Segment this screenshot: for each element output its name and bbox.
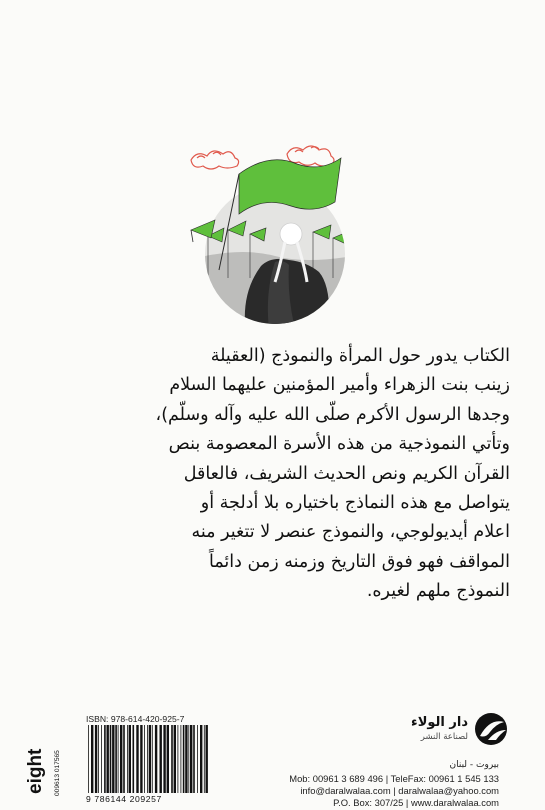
barcode-bar bbox=[200, 725, 202, 793]
barcode-bar bbox=[127, 725, 128, 793]
barcode-bar bbox=[120, 725, 122, 793]
barcode-bar bbox=[197, 725, 198, 793]
isbn-barcode bbox=[86, 725, 211, 793]
barcode-bar bbox=[174, 725, 176, 793]
barcode-bar bbox=[163, 725, 165, 793]
eight-logo bbox=[22, 740, 46, 796]
barcode-bar bbox=[181, 725, 182, 793]
blurb-line: وجدها الرسول الأكرم صلّى الله عليه وآله وسلّم)، bbox=[155, 404, 510, 425]
large-flag bbox=[239, 158, 341, 214]
head-cloth bbox=[280, 223, 302, 245]
barcode-bar bbox=[140, 725, 142, 793]
barcode-bar bbox=[91, 725, 93, 793]
publisher-city: بيروت - لبنان bbox=[449, 760, 499, 770]
barcode-bar bbox=[183, 725, 185, 793]
barcode-bar bbox=[98, 725, 99, 793]
publisher-emails: info@daralwalaa.com | daralwalaa@yahoo.com bbox=[300, 785, 499, 796]
barcode-bar bbox=[185, 725, 187, 793]
publisher-name: دار الولاء bbox=[411, 715, 468, 730]
barcode-bar bbox=[147, 725, 148, 793]
barcode-bar bbox=[171, 725, 173, 793]
publisher-phones: Mob: 00961 3 689 496 | TeleFax: 00961 1 545 133 bbox=[289, 773, 499, 784]
publisher-tagline: لصناعة النشر bbox=[420, 732, 468, 742]
barcode-bar bbox=[95, 725, 97, 793]
blurb-line: المواقف فهو فوق التاريخ وزمنه زمن دائماً bbox=[208, 551, 510, 572]
barcode-bar bbox=[112, 725, 114, 793]
blurb-line: الكتاب يدور حول المرأة والنموذج (العقيلة bbox=[210, 346, 510, 366]
barcode-bar bbox=[178, 725, 179, 793]
blurb-line: اعلام أيديولوجي، والنموذج عنصر لا تتغير منه bbox=[191, 522, 510, 543]
barcode-bar bbox=[190, 725, 192, 793]
barcode-bar bbox=[204, 725, 205, 793]
blurb-line: يتواصل مع هذه النماذج باختياره بلا أدلجة أو bbox=[200, 493, 510, 514]
cover-illustration bbox=[183, 138, 363, 333]
eight-brand-text: eight bbox=[25, 748, 46, 794]
barcode-bar bbox=[107, 725, 109, 793]
barcode-bar bbox=[136, 725, 138, 793]
publisher-address: P.O. Box: 307/25 | www.daralwalaa.com bbox=[333, 797, 499, 808]
barcode-bar bbox=[167, 725, 169, 793]
barcode-bar bbox=[104, 725, 106, 793]
barcode-bar bbox=[188, 725, 189, 793]
blurb-line: وتأتي النموذجية من هذه الأسرة المعصومة بنص bbox=[168, 434, 510, 455]
barcode-digits: 9 786144 209257 bbox=[86, 794, 162, 804]
barcode-bar bbox=[160, 725, 162, 793]
eight-code-text: 009613 017565 bbox=[54, 750, 61, 796]
barcode-bar bbox=[155, 725, 157, 793]
cloud-left bbox=[191, 151, 239, 169]
blurb-line: زينب بنت الزهراء وأمير المؤمنين عليهما السلام bbox=[169, 375, 510, 396]
barcode-bar bbox=[206, 725, 208, 793]
barcode-bar bbox=[110, 725, 112, 793]
book-description bbox=[58, 342, 510, 607]
blurb-line: النموذج ملهم لغيره. bbox=[366, 581, 510, 602]
barcode-bar bbox=[133, 725, 135, 793]
publisher-logo-icon bbox=[474, 712, 508, 746]
barcode-bar bbox=[101, 725, 102, 793]
barcode-bar bbox=[149, 725, 151, 793]
barcode-bar bbox=[88, 725, 89, 793]
barcode-bar bbox=[118, 725, 119, 793]
barcode-bar bbox=[193, 725, 195, 793]
isbn-label: ISBN: 978-614-420-925-7 bbox=[86, 714, 185, 724]
barcode-bar bbox=[152, 725, 153, 793]
barcode-bar bbox=[144, 725, 145, 793]
barcode-bar bbox=[129, 725, 131, 793]
barcode-bar bbox=[123, 725, 125, 793]
blurb-line: القرآن الكريم ونص الحديث الشريف، فالعاقل bbox=[183, 463, 510, 484]
eight-code bbox=[50, 740, 62, 796]
barcode-bar bbox=[115, 725, 117, 793]
